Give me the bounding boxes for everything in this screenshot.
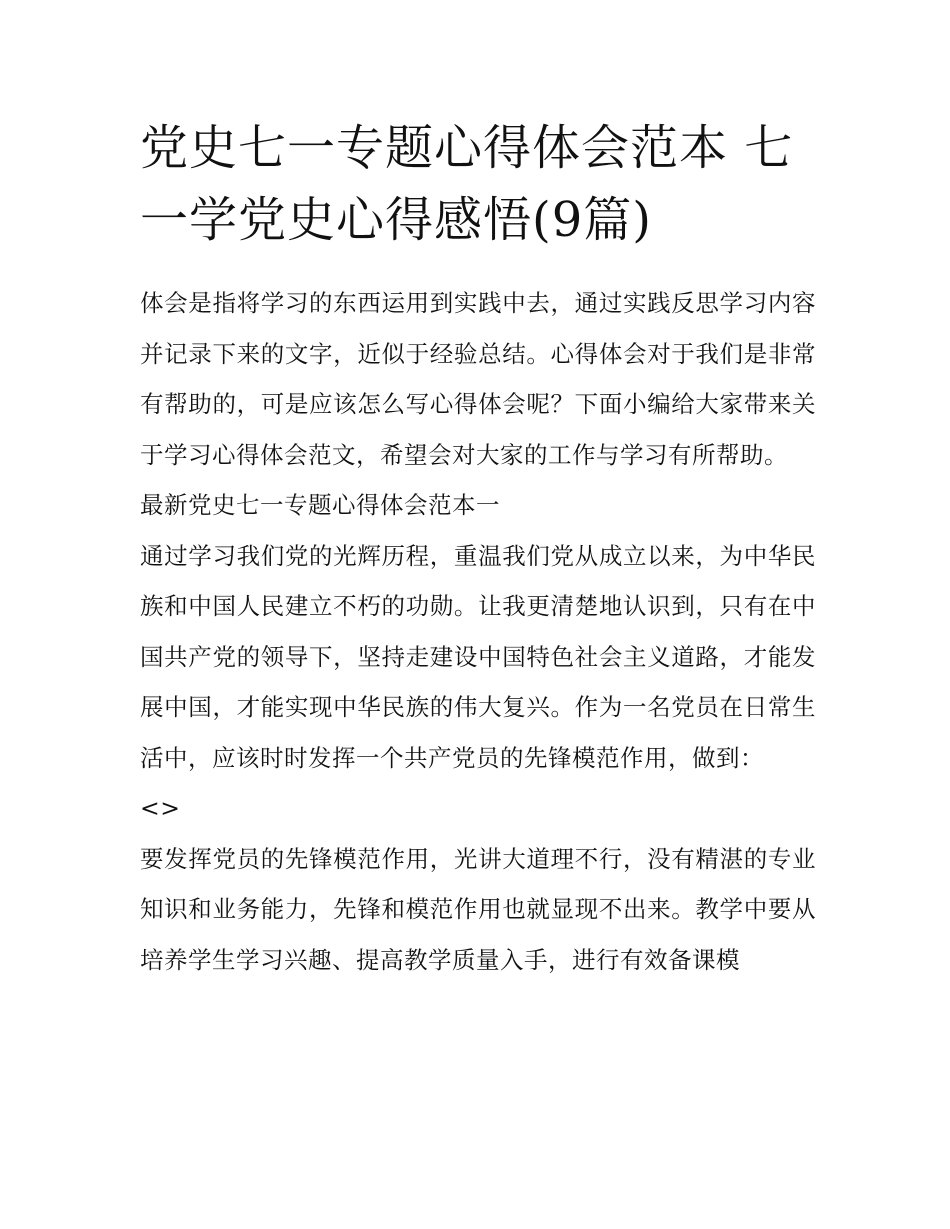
document-title: 党史七一专题心得体会范本 七一学党史心得感悟(9篇) (140, 120, 794, 248)
section-heading: 最新党史七一专题心得体会范本一 (140, 491, 500, 519)
placeholder-marker: <> (140, 794, 181, 822)
intro-paragraph: 体会是指将学习的东西运用到实践中去，通过实践反思学习内容并记录下来的文字，近似于经验总结。心得体会对于我们是非常有帮助的，可是应该怎么写心得体会呢？下面小编给大家带来关于学习心得体会范文，希望会对大家的工作与学习有所帮助。 (140, 289, 816, 469)
body-paragraph: 通过学习我们党的光辉历程，重温我们党从成立以来，为中华民族和中国人民建立不朽的功勋。让我更清楚地认识到，只有在中国共产党的领导下，坚持走建设中国特色社会主义道路，才能发展中国，才能实现中华民族的伟大复兴。作为一名党员在日常生活中，应该时时发挥一个共产党员的先锋模范作用，做到： (140, 541, 816, 772)
document-body (140, 278, 816, 985)
body-paragraph: 要发挥党员的先锋模范作用，光讲大道理不行，没有精湛的专业知识和业务能力，先锋和模范作用也就显现不出来。教学中要从培养学生学习兴趣、提高教学质量入手，进行有效备课模 (140, 844, 816, 974)
